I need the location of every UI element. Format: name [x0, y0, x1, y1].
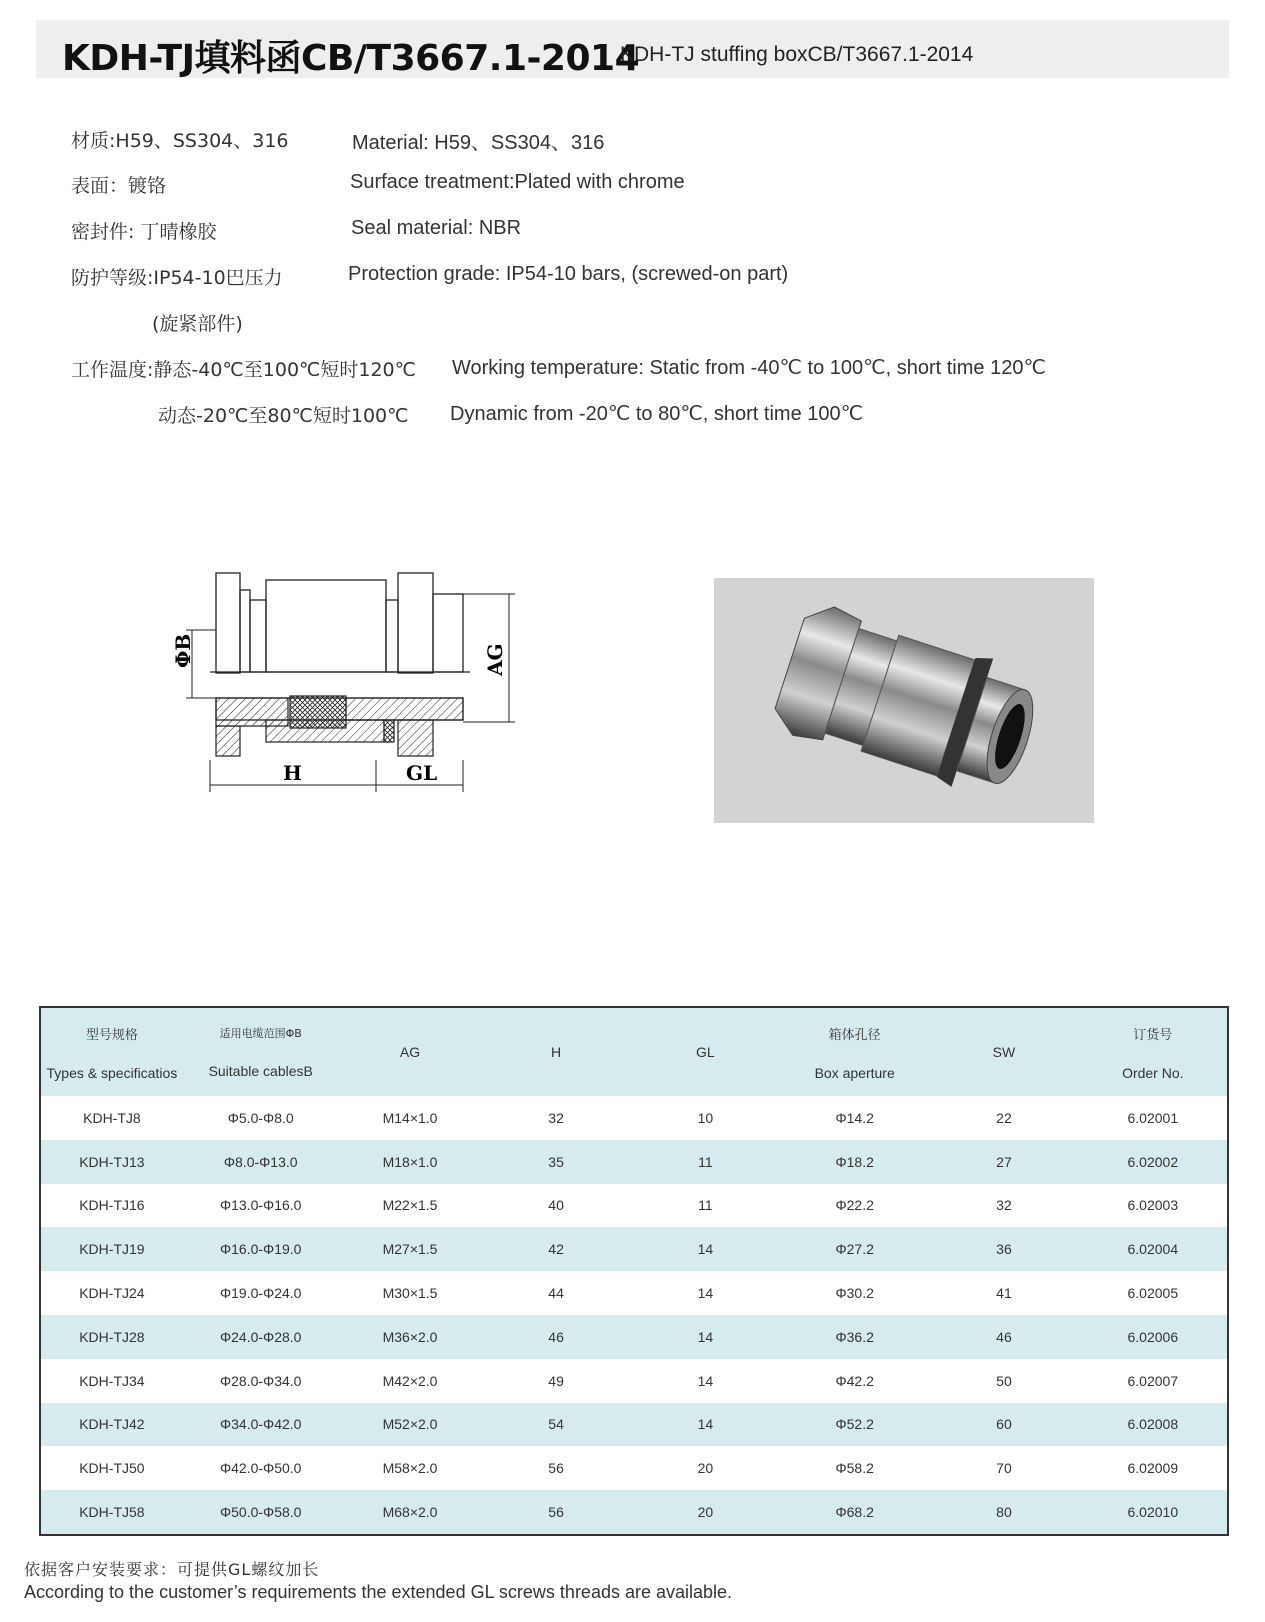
cell-order: 6.02010 — [1079, 1490, 1228, 1535]
cell-order: 6.02009 — [1127, 1460, 1179, 1477]
cell-aperture: Φ36.2 — [780, 1315, 929, 1359]
cell-h: 46 — [481, 1315, 630, 1359]
cell-order: 6.02007 — [1127, 1372, 1179, 1389]
cell-type: KDH-TJ42 — [40, 1403, 183, 1447]
header-ag: AG — [399, 1044, 421, 1060]
cell-aperture: Φ42.2 — [835, 1372, 874, 1389]
cell-aperture: Φ68.2 — [780, 1490, 929, 1535]
cell-aperture: Φ22.2 — [835, 1197, 874, 1214]
cell-h: 44 — [548, 1285, 564, 1302]
surface-cn: 表面：镀铬 — [71, 175, 167, 197]
cell-ag: M58×2.0 — [382, 1460, 438, 1477]
cell-h: 56 — [548, 1460, 564, 1477]
cell-sw: 46 — [929, 1315, 1078, 1359]
cell-cable: Φ28.0-Φ34.0 — [219, 1372, 302, 1389]
cell-gl: 11 — [698, 1197, 713, 1214]
cell-gl: 20 — [697, 1460, 714, 1477]
technical-drawing — [170, 570, 540, 830]
cell-gl: 10 — [697, 1109, 714, 1126]
cell-ag: M68×2.0 — [339, 1490, 482, 1535]
material-cn: 材质:H59、SS304、316 — [71, 130, 289, 152]
header-aperture-cn: 箱体孔径 — [828, 1027, 881, 1043]
cell-sw: 22 — [996, 1109, 1012, 1126]
cell-order: 6.02006 — [1079, 1315, 1228, 1359]
cell-type: KDH-TJ16 — [79, 1197, 145, 1214]
dim-label-h: H — [283, 761, 302, 785]
cell-type: KDH-TJ13 — [40, 1140, 183, 1184]
page-subtitle: KDH-TJ stuffing boxCB/T3667.1-2014 — [620, 43, 974, 66]
cell-order: 6.02008 — [1079, 1403, 1228, 1447]
cell-gl: 14 — [631, 1315, 780, 1359]
cell-type: KDH-TJ50 — [79, 1460, 145, 1477]
header-gl: GL — [696, 1044, 715, 1060]
cell-order: 6.02004 — [1079, 1227, 1228, 1271]
cell-order: 6.02005 — [1127, 1285, 1179, 1302]
header-type-en: Types & specificatios — [46, 1064, 178, 1081]
table-row — [40, 1271, 1228, 1315]
seal-cn: 密封件: 丁晴橡胶 — [71, 221, 217, 243]
cell-cable: Φ5.0-Φ8.0 — [227, 1109, 294, 1126]
cell-cable: Φ16.0-Φ19.0 — [183, 1227, 339, 1271]
cell-h: 32 — [548, 1109, 564, 1126]
table-row — [40, 1359, 1228, 1403]
table-row — [40, 1446, 1228, 1490]
cell-h: 49 — [548, 1372, 564, 1389]
cell-cable: Φ34.0-Φ42.0 — [183, 1403, 339, 1447]
footer-note-en: According to the customer’s requirements the extended GL screws threads are available. — [24, 1582, 733, 1602]
temperature-en-dynamic: Dynamic from -20℃ to 80℃, short time 100℃ — [450, 403, 864, 425]
header-order-cn: 订货号 — [1133, 1027, 1173, 1043]
cell-type: KDH-TJ24 — [79, 1285, 145, 1302]
temperature-cn-dynamic: 动态-20℃至80℃短时100℃ — [158, 405, 409, 427]
product-photo — [714, 578, 1094, 823]
surface-en: Surface treatment:Plated with chrome — [350, 171, 685, 193]
protection-cn-note: (旋紧部件) — [152, 313, 243, 335]
cell-sw: 60 — [929, 1403, 1078, 1447]
table-row — [40, 1184, 1228, 1228]
cell-ag: M36×2.0 — [339, 1315, 482, 1359]
cell-type: KDH-TJ34 — [79, 1372, 145, 1389]
cell-sw: 50 — [996, 1372, 1012, 1389]
cell-sw: 80 — [929, 1490, 1078, 1535]
cell-gl: 14 — [631, 1403, 780, 1447]
cell-order: 6.02002 — [1079, 1140, 1228, 1184]
cell-type: KDH-TJ8 — [83, 1109, 141, 1126]
cell-order: 6.02001 — [1127, 1109, 1179, 1126]
table-row — [40, 1403, 1228, 1447]
dim-label-b: ΦB — [171, 633, 195, 668]
cell-sw: 41 — [996, 1285, 1012, 1302]
cell-h: 42 — [481, 1227, 630, 1271]
cell-aperture: Φ18.2 — [780, 1140, 929, 1184]
protection-en: Protection grade: IP54-10 bars, (screwed-on part) — [348, 263, 789, 285]
temperature-en: Working temperature: Static from -40℃ to 100℃, short time 120℃ — [452, 357, 1046, 379]
cell-type: KDH-TJ28 — [40, 1315, 183, 1359]
cell-type: KDH-TJ19 — [40, 1227, 183, 1271]
cell-ag: M14×1.0 — [382, 1109, 438, 1126]
table-row — [40, 1227, 1228, 1271]
cell-gl: 11 — [631, 1140, 780, 1184]
cell-cable: Φ19.0-Φ24.0 — [219, 1285, 302, 1302]
cell-gl: 14 — [697, 1372, 714, 1389]
cell-h: 56 — [481, 1490, 630, 1535]
cell-ag: M27×1.5 — [339, 1227, 482, 1271]
header-type-cn: 型号规格 — [85, 1027, 138, 1043]
cell-cable: Φ42.0-Φ50.0 — [219, 1460, 302, 1477]
cell-aperture: Φ52.2 — [780, 1403, 929, 1447]
cell-ag: M52×2.0 — [339, 1403, 482, 1447]
table-row — [40, 1490, 1228, 1535]
header-order-en: Order No. — [1122, 1064, 1184, 1081]
cell-ag: M22×1.5 — [382, 1197, 438, 1214]
cell-cable: Φ24.0-Φ28.0 — [183, 1315, 339, 1359]
cell-order: 6.02003 — [1127, 1197, 1179, 1214]
cell-gl: 20 — [631, 1490, 780, 1535]
cell-sw: 70 — [996, 1460, 1012, 1477]
page-title: KDH-TJ填料函CB/T3667.1-2014 — [62, 38, 640, 79]
cell-aperture: Φ14.2 — [835, 1109, 874, 1126]
dim-label-gl: GL — [406, 761, 438, 785]
cell-aperture: Φ27.2 — [780, 1227, 929, 1271]
cell-type: KDH-TJ58 — [40, 1490, 183, 1535]
table-header-row — [40, 1007, 1228, 1096]
cell-h: 54 — [481, 1403, 630, 1447]
header-cable-cn: 适用电缆范围ΦB — [219, 1027, 302, 1040]
table-row — [40, 1140, 1228, 1184]
specification-table — [39, 1006, 1229, 1536]
temperature-cn: 工作温度:静态-40℃至100℃短时120℃ — [71, 359, 416, 381]
seal-en: Seal material: NBR — [351, 217, 522, 239]
cell-sw: 36 — [929, 1227, 1078, 1271]
protection-cn: 防护等级:IP54-10巴压力 — [71, 267, 283, 289]
cell-ag: M30×1.5 — [382, 1285, 438, 1302]
cell-aperture: Φ58.2 — [835, 1460, 874, 1477]
cell-cable: Φ50.0-Φ58.0 — [183, 1490, 339, 1535]
cell-gl: 14 — [697, 1285, 714, 1302]
cell-sw: 27 — [929, 1140, 1078, 1184]
header-aperture-en: Box aperture — [814, 1064, 895, 1081]
cell-ag: M18×1.0 — [339, 1140, 482, 1184]
cell-cable: Φ8.0-Φ13.0 — [183, 1140, 339, 1184]
table-row — [40, 1096, 1228, 1140]
cell-aperture: Φ30.2 — [835, 1285, 874, 1302]
cell-cable: Φ13.0-Φ16.0 — [219, 1197, 302, 1214]
material-en: Material: H59、SS304、316 — [352, 132, 605, 154]
header-h: H — [551, 1044, 562, 1060]
table-row — [40, 1315, 1228, 1359]
dim-label-ag: AG — [483, 643, 507, 676]
cell-ag: M42×2.0 — [382, 1372, 438, 1389]
cell-sw: 32 — [996, 1197, 1012, 1214]
footer-note-cn: 依据客户安装要求：可提供GL螺纹加长 — [24, 1560, 320, 1579]
header-sw: SW — [992, 1044, 1016, 1060]
cell-gl: 14 — [631, 1227, 780, 1271]
cell-h: 40 — [548, 1197, 564, 1214]
cell-h: 35 — [481, 1140, 630, 1184]
header-cable-en: Suitable cablesB — [208, 1063, 313, 1079]
